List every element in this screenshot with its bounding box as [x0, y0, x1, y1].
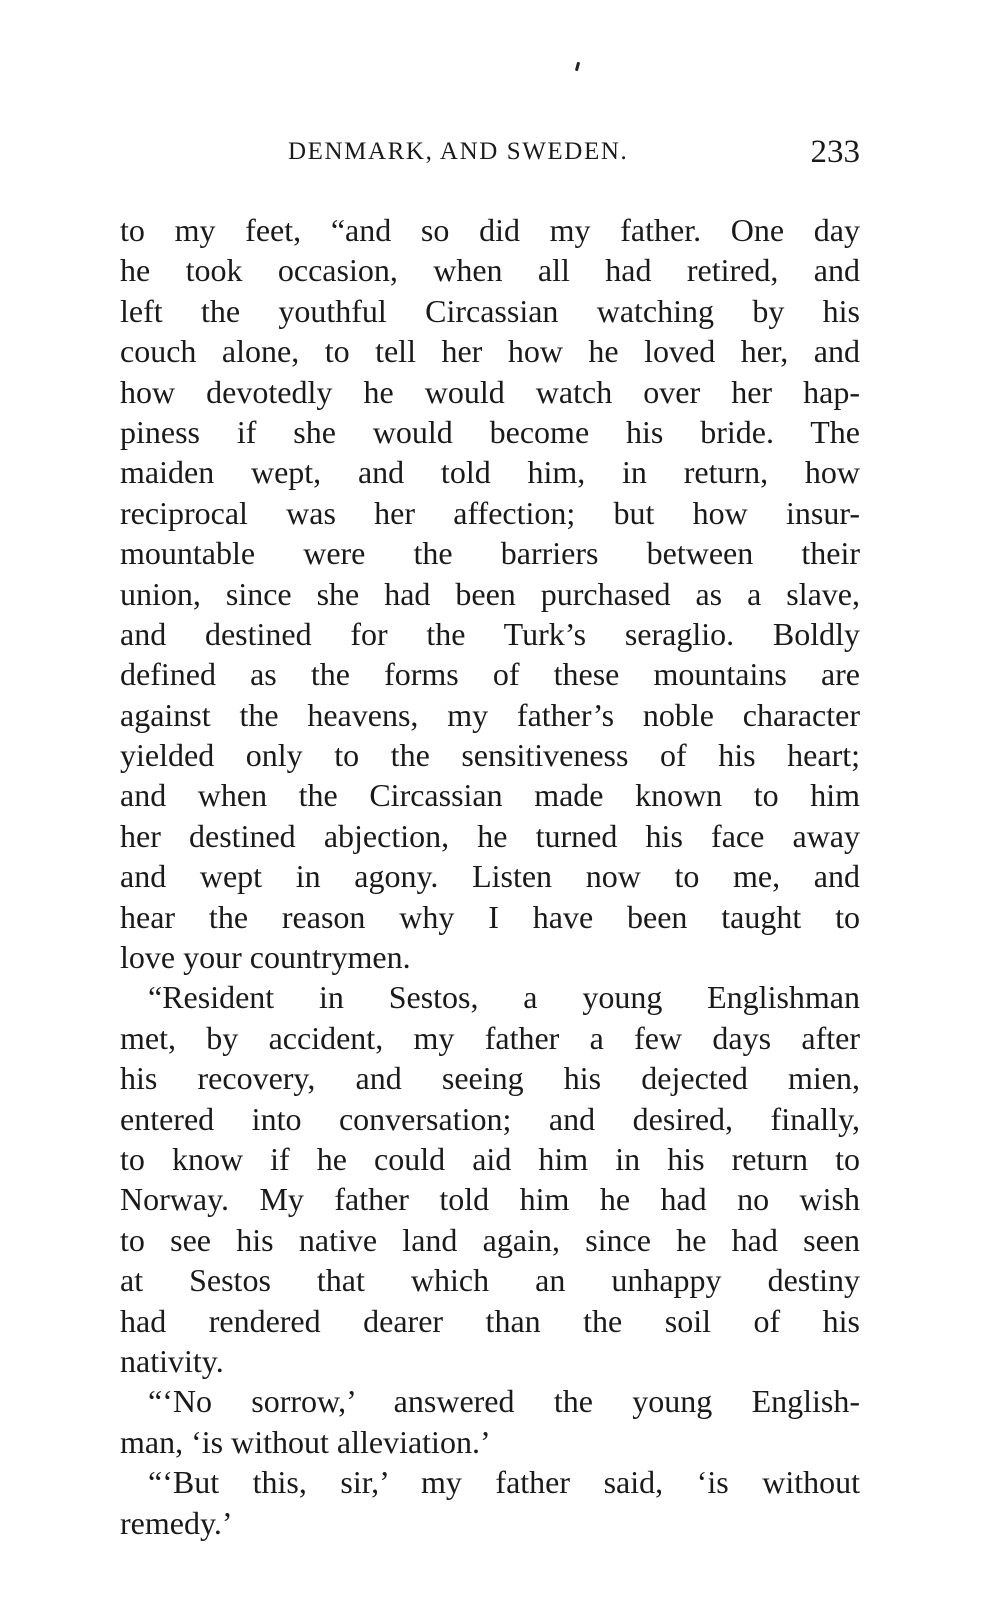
text-line: at Sestos that which an unhappy destiny	[120, 1262, 860, 1299]
body-text	[120, 210, 860, 1543]
text-line: remedy.’	[120, 1504, 233, 1541]
text-line: maiden wept, and told him, in return, how	[120, 454, 860, 491]
text-line: Norway. My father told him he had no wish	[120, 1181, 860, 1218]
text-line: met, by accident, my father a few days after	[120, 1019, 860, 1056]
running-title: DENMARK, AND SWEDEN.	[288, 138, 629, 165]
text-line: he took occasion, when all had retired, and	[120, 252, 860, 289]
ink-speck	[575, 62, 580, 71]
text-line: “Resident in Sestos, a young Englishman	[148, 979, 860, 1016]
text-line: couch alone, to tell her how he loved her, and	[120, 333, 860, 370]
text-line: defined as the forms of these mountains are	[120, 656, 860, 693]
text-line: hear the reason why I have been taught to	[120, 898, 860, 935]
text-line: piness if she would become his bride. The	[120, 413, 860, 450]
text-line: against the heavens, my father’s noble character	[120, 696, 860, 733]
text-line: man, ‘is without alleviation.’	[120, 1423, 491, 1460]
text-line: to my feet, “and so did my father. One day	[120, 212, 860, 248]
page-number: 233	[810, 134, 860, 170]
text-line: his recovery, and seeing his dejected mien,	[120, 1060, 860, 1097]
text-line: and destined for the Turk’s seraglio. Boldly	[120, 615, 860, 652]
text-line: her destined abjection, he turned his face away	[120, 817, 860, 854]
text-line: “‘But this, sir,’ my father said, ‘is without	[148, 1464, 860, 1501]
text-line: “‘No sorrow,’ answered the young English-	[148, 1383, 860, 1420]
text-line: how devotedly he would watch over her hap-	[120, 373, 860, 410]
text-line: and when the Circassian made known to him	[120, 777, 860, 814]
text-line: reciprocal was her affection; but how insur-	[120, 494, 860, 531]
text-line: left the youthful Circassian watching by his	[120, 292, 860, 329]
text-line: yielded only to the sensitiveness of his heart;	[120, 737, 860, 774]
text-line: had rendered dearer than the soil of his	[120, 1302, 860, 1339]
running-head	[120, 134, 860, 174]
text-line: and wept in agony. Listen now to me, and	[120, 858, 860, 895]
text-line: to know if he could aid him in his return to	[120, 1140, 860, 1177]
text-line: nativity.	[120, 1342, 224, 1379]
text-line: to see his native land again, since he had seen	[120, 1221, 860, 1258]
text-line: entered into conversation; and desired, finally,	[120, 1100, 860, 1137]
text-line: love your countrymen.	[120, 939, 411, 976]
text-line: mountable were the barriers between their	[120, 535, 860, 572]
text-line: union, since she had been purchased as a slave,	[120, 575, 860, 612]
